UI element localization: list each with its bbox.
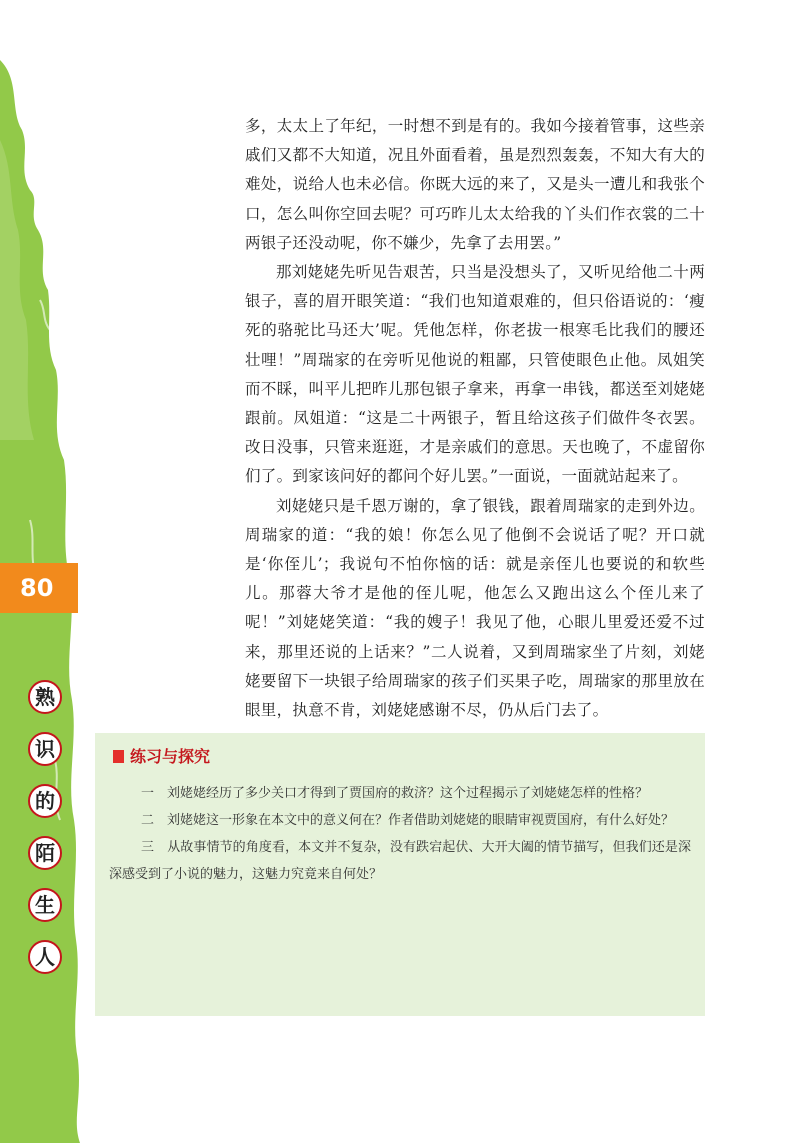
unit-title-char: 生 — [28, 888, 62, 922]
exercise-heading-text: 练习与探究 — [130, 747, 211, 766]
exercise-list — [109, 780, 691, 888]
heading-marker-icon — [113, 750, 124, 763]
exercise-heading — [113, 746, 210, 768]
unit-title-char: 人 — [28, 940, 62, 974]
unit-title — [28, 680, 68, 992]
story-text — [245, 112, 705, 725]
story-paragraph: 多，太太上了年纪，一时想不到是有的。我如今接着管事，这些亲戚们又都不大知道，况且外面看着，虽是烈烈轰轰，不知大有大的难处，说给人也未必信。你既大远的来了，又是头一遭儿和我张个口，怎么叫你空回去呢？可巧昨儿太太给我的丫头们作衣裳的二十两银子还没动呢，你不嫌少，先拿了去用罢。” — [245, 117, 705, 252]
exercise-section — [95, 733, 705, 1016]
unit-title-char: 识 — [28, 732, 62, 766]
story-paragraph: 那刘姥姥先听见告艰苦，只当是没想头了，又听见给他二十两银子，喜的眉开眼笑道：“我们也知道艰难的，但只俗语说的：‘瘦死的骆驼比马还大’呢。凭他怎样，你老拔一根寒毛比我们的腰还壮哩！”周瑞家的在旁听见他说的粗鄙，只管使眼色止他。凤姐笑而不睬，叫平儿把昨儿那包银子拿来，再拿一串钱，都送至刘姥姥跟前。凤姐道：“这是二十两银子，暂且给这孩子们做件冬衣罢。改日没事，只管来逛逛，才是亲戚们的意思。天也晚了，不虚留你们了。到家该问好的都问个好儿罢。”一面说，一面就站起来了。 — [245, 263, 705, 486]
unit-title-char: 熟 — [28, 680, 62, 714]
unit-title-char: 的 — [28, 784, 62, 818]
unit-title-char: 陌 — [28, 836, 62, 870]
exercise-item: 一 刘姥姥经历了多少关口才得到了贾国府的救济？这个过程揭示了刘姥姥怎样的性格？ — [141, 786, 649, 801]
story-paragraph: 刘姥姥只是千恩万谢的，拿了银钱，跟着周瑞家的走到外边。周瑞家的道：“我的娘！你怎么见了他倒不会说话了呢？开口就是‘你侄儿’；我说句不怕你恼的话：就是亲侄儿也要说的和软些儿。那蓉大爷才是他的侄儿呢，他怎么又跑出这么个侄儿来了呢！”刘姥姥笑道：“我的嫂子！我见了他，心眼儿里爱还爱不过来，那里还说的上话来？”二人说着，又到周瑞家坐了片刻，刘姥姥要留下一块银子给周瑞家的孩子们买果子吃，周瑞家的那里放在眼里，执意不肯，刘姥姥感谢不尽，仍从后门去了。 — [245, 496, 705, 720]
exercise-item: 二 刘姥姥这一形象在本文中的意义何在？作者借助刘姥姥的眼睛审视贾国府，有什么好处？ — [141, 813, 675, 828]
page-number: 80 — [0, 563, 78, 613]
exercise-item: 三 从故事情节的角度看，本文并不复杂，没有跌宕起伏、大开大阖的情节描写，但我们还是深深感受到了小说的魅力，这魅力究竟来自何处？ — [109, 840, 691, 882]
